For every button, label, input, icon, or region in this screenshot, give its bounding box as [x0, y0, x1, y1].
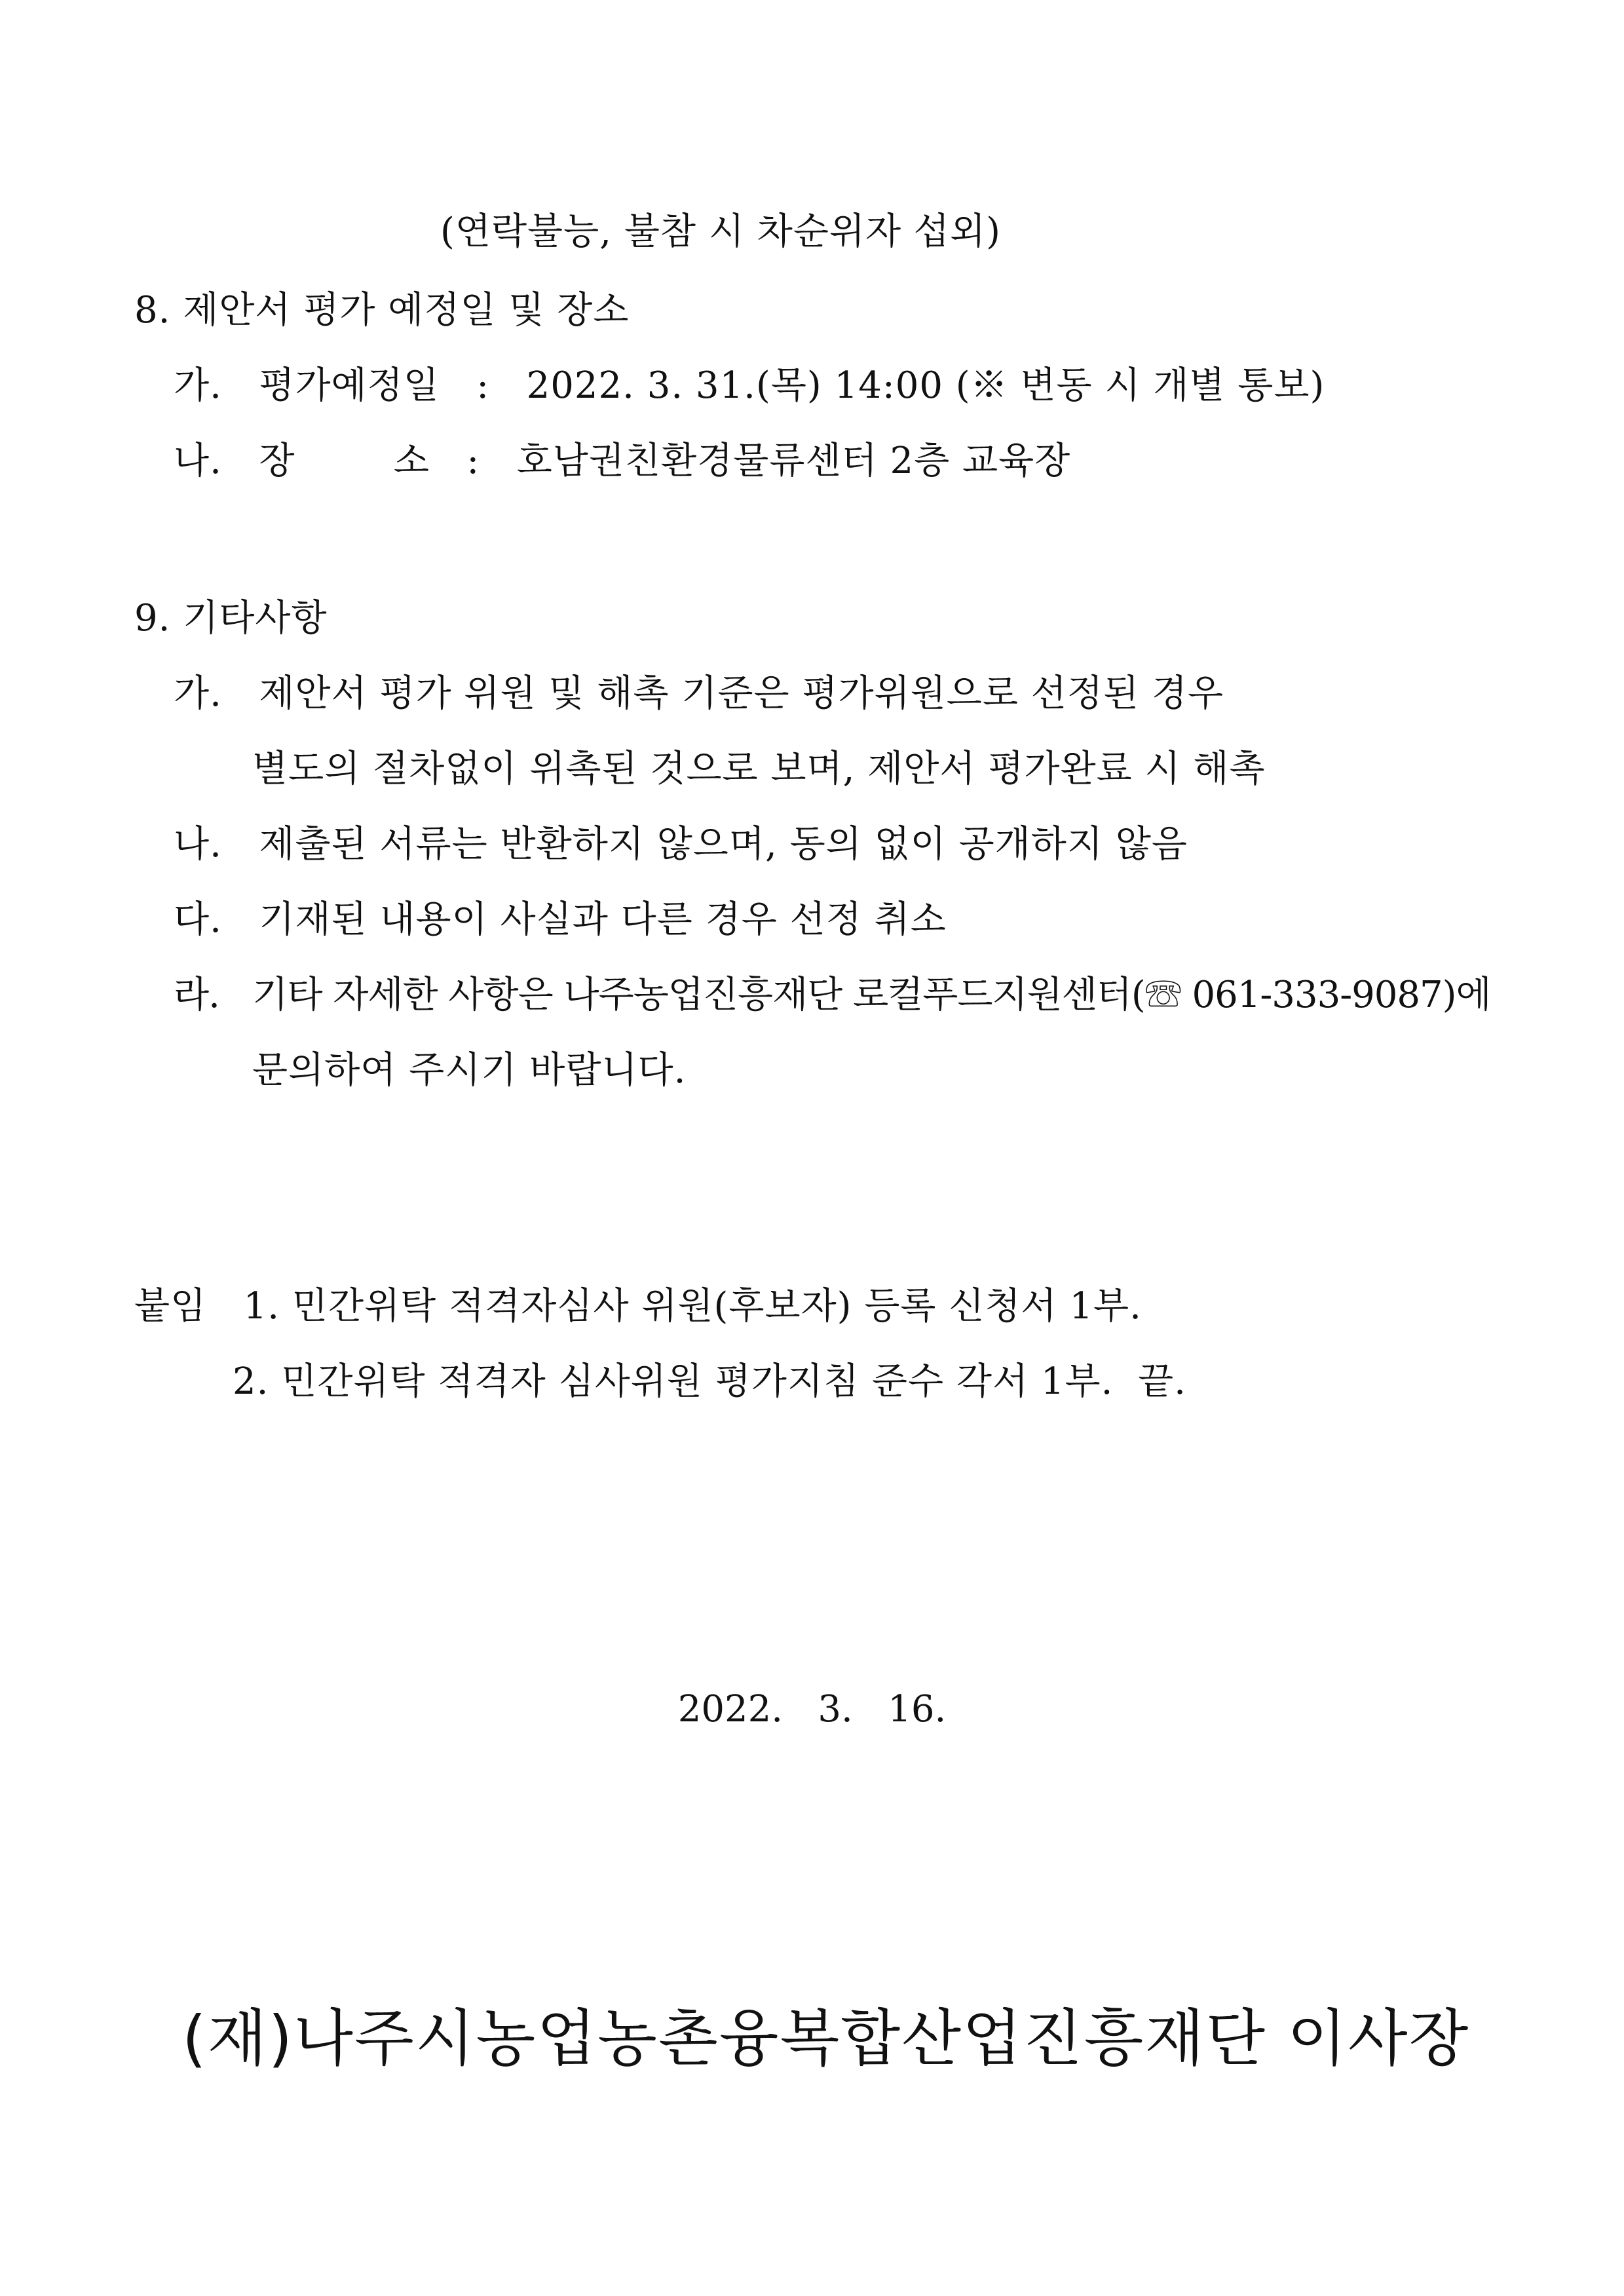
section-9-heading: [134, 595, 328, 642]
item-value: 호남권친환경물류센터 2층 교육장: [516, 440, 1071, 482]
item-text: 기타 자세한 사항은 나주농업진흥재단 로컬푸드지원센터(☏ 061-333-9087)에: [252, 974, 1491, 1016]
section-8-heading: [134, 287, 630, 334]
section-9-item-ra: [174, 972, 1491, 1019]
attachment-item: 2. 민간위탁 적격자 심사위원 평가지침 준수 각서 1부. 끝.: [233, 1360, 1186, 1403]
attachment-item: 1. 민간위탁 적격자심사 위원(후보자) 등록 신청서 1부.: [243, 1285, 1142, 1328]
item-separator: :: [466, 440, 480, 482]
item-marker: 나.: [174, 440, 222, 482]
section-9-item-ra-continuation: [252, 1047, 686, 1094]
item-marker: 라.: [174, 974, 219, 1016]
section-9-heading-text: 9. 기타사항: [134, 597, 328, 640]
attachment-label: 붙임: [134, 1285, 207, 1328]
item-marker: 나.: [174, 823, 222, 866]
item-text: 기재된 내용이 사실과 다른 경우 선정 취소: [259, 898, 947, 941]
item-separator: :: [476, 364, 490, 407]
item-marker: 다.: [174, 898, 222, 941]
item-text: 제출된 서류는 반환하지 않으며, 동의 없이 공개하지 않음: [259, 823, 1188, 866]
item-text: 제안서 평가 위원 및 해촉 기준은 평가위원으로 선정된 경우: [259, 672, 1224, 715]
section-8-heading-text: 8. 제안서 평가 예정일 및 장소: [134, 289, 630, 332]
contact-note: [440, 208, 1001, 256]
section-9-item-ga-continuation: [252, 746, 1266, 793]
item-label: 평가예정일: [259, 364, 440, 407]
section-8-item-evaluation-date: [174, 362, 1325, 410]
section-8-item-location: [174, 438, 1070, 485]
item-continuation: 별도의 절차없이 위촉된 것으로 보며, 제안서 평가완료 시 해촉: [252, 748, 1266, 790]
section-9-item-ga: [174, 670, 1224, 718]
section-9-item-da: [174, 896, 947, 944]
attachment-1: [134, 1283, 1142, 1330]
item-marker: 가.: [174, 364, 222, 407]
item-value: 2022. 3. 31.(목) 14:00 (※ 변동 시 개별 통보): [526, 364, 1325, 407]
item-marker: 가.: [174, 672, 222, 715]
issuer-title: (재)나주시농업농촌융복합산업진흥재단 이사장: [182, 2003, 1470, 2075]
attachment-2: [233, 1358, 1186, 1406]
section-9-item-na: [174, 821, 1188, 868]
item-continuation: 문의하여 주시기 바랍니다.: [252, 1049, 687, 1092]
contact-note-text: (연락불능, 불참 시 차순위자 섭외): [440, 210, 1001, 253]
item-label: 장 소: [259, 440, 430, 482]
document-date: 2022. 3. 16.: [677, 1688, 947, 1731]
